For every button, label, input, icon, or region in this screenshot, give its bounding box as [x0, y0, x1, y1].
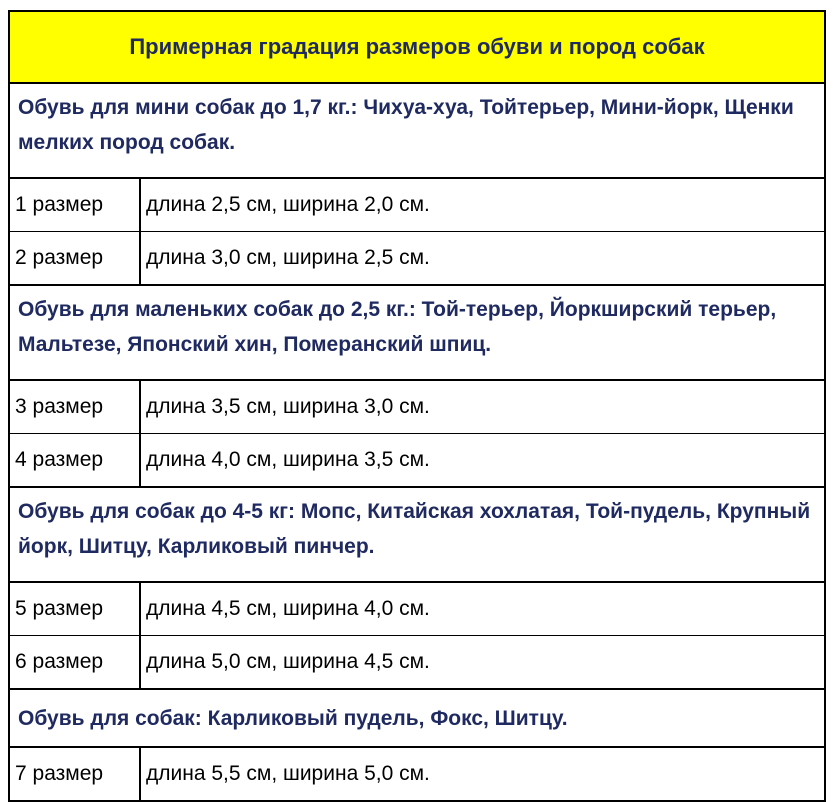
dimensions-cell: длина 4,5 см, ширина 4,0 см. — [146, 597, 430, 620]
size-cell: 2 размер — [10, 232, 141, 284]
dimensions-cell: длина 2,5 см, ширина 2,0 см. — [146, 193, 430, 216]
table-title: Примерная градация размеров обуви и пород собак — [10, 12, 824, 84]
group-heading: Обувь для собак: Карликовый пудель, Фокс, Шитцу. — [10, 690, 824, 748]
dimensions-cell: длина 3,5 см, ширина 3,0 см. — [146, 395, 430, 418]
group-heading: Обувь для собак до 4-5 кг: Мопс, Китайская хохлатая, Той-пудель, Крупный йорк, Шитцу, Карликовый пинчер. — [10, 488, 824, 583]
dimensions-cell: длина 5,5 см, ширина 5,0 см. — [146, 762, 430, 785]
dimensions-cell: длина 4,0 см, ширина 3,5 см. — [146, 448, 430, 471]
table-row — [10, 636, 824, 690]
size-table — [8, 10, 826, 802]
size-cell: 6 размер — [10, 636, 141, 688]
table-row — [10, 748, 824, 800]
size-cell: 4 размер — [10, 434, 141, 486]
size-cell: 3 размер — [10, 381, 141, 433]
table-row — [10, 434, 824, 488]
group-heading: Обувь для маленьких собак до 2,5 кг.: Той-терьер, Йоркширский терьер, Мальтезе, Японский хин, Померанский шпиц. — [10, 286, 824, 381]
size-cell: 7 размер — [10, 748, 141, 800]
table-row — [10, 583, 824, 636]
size-cell: 1 размер — [10, 179, 141, 231]
size-cell: 5 размер — [10, 583, 141, 635]
table-row — [10, 232, 824, 286]
table-row — [10, 179, 824, 232]
dimensions-cell: длина 3,0 см, ширина 2,5 см. — [146, 246, 430, 269]
table-row — [10, 381, 824, 434]
group-heading: Обувь для мини собак до 1,7 кг.: Чихуа-хуа, Тойтерьер, Мини-йорк, Щенки мелких пород собак. — [10, 84, 824, 179]
dimensions-cell: длина 5,0 см, ширина 4,5 см. — [146, 650, 430, 673]
